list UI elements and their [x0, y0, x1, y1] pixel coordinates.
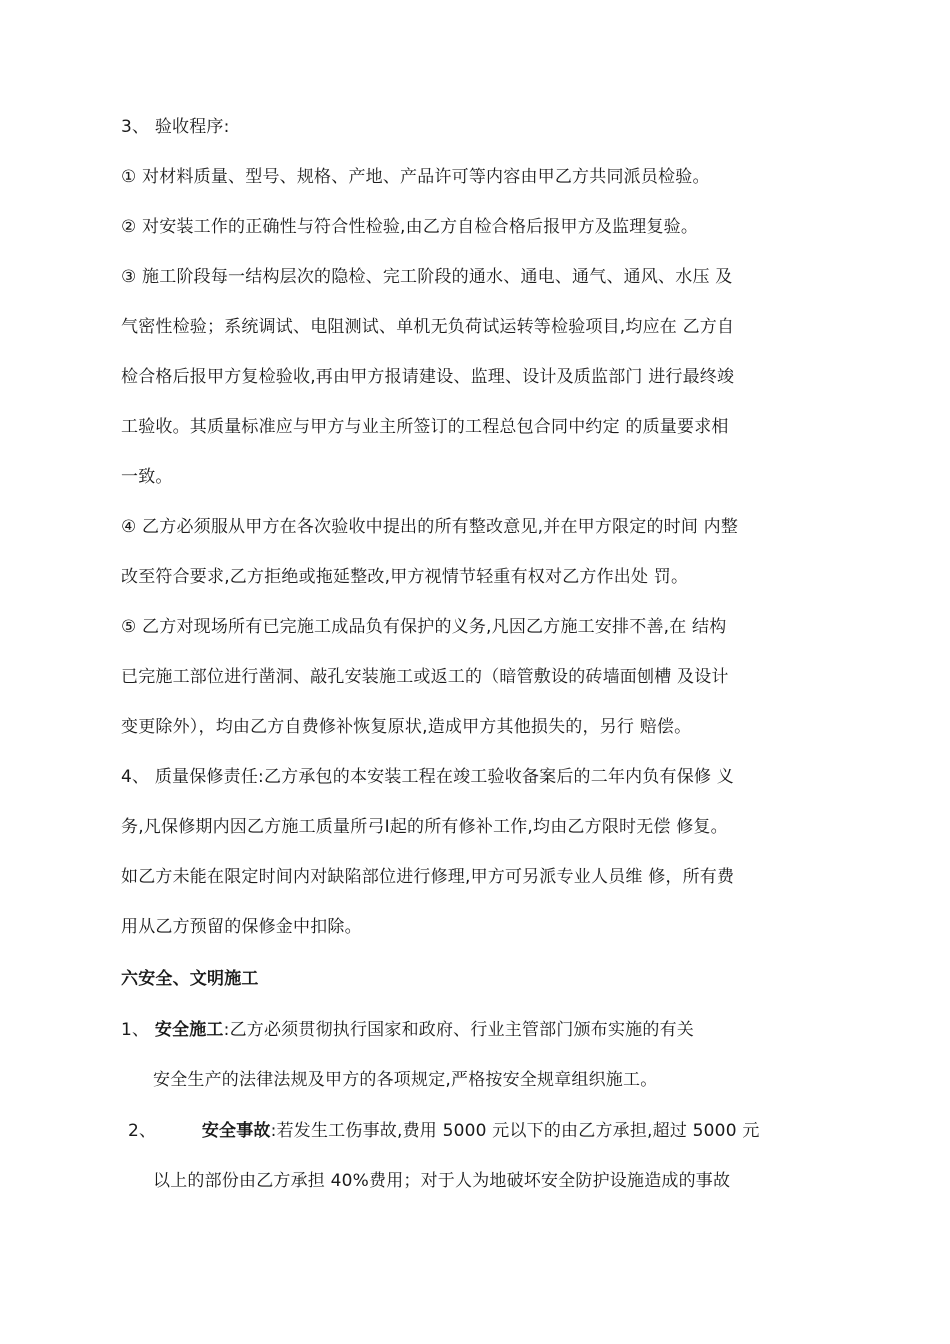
- item-2-label: 安全事故: [201, 1121, 271, 1141]
- line-17: 用从乙方预留的保修金中扣除。: [121, 917, 362, 937]
- line-12: 已完施工部位进行凿洞、敲孔安装施工或返工的（暗管敷设的砖墙面刨槽 及设计: [121, 667, 729, 687]
- line-4: ③ 施工阶段每一结构层次的隐检、完工阶段的通水、通电、通气、通风、水压 及: [121, 267, 733, 287]
- line-13: 变更除外），均由乙方自费修补恢复原状,造成甲方其他损失的，另行 赔偿。: [121, 717, 692, 737]
- line-9: ④ 乙方必须服从甲方在各次验收中提出的所有整改意见,并在甲方限定的时间 内整: [121, 517, 739, 537]
- line-8: 一致。: [121, 467, 173, 487]
- item-1-continuation: 安全生产的法律法规及甲方的各项规定,严格按安全规章组织施工。: [153, 1070, 658, 1090]
- line-15: 务,凡保修期内因乙方施工质量所弓I起的所有修补工作,均由乙方限时无偿 修复。: [121, 817, 728, 837]
- section-heading: 六安全、文明施工: [121, 969, 259, 989]
- line-1: 3、 验收程序:: [121, 117, 230, 137]
- item-1-text: :乙方必须贯彻执行国家和政府、行业主管部门颁布实施的有关: [223, 1020, 694, 1040]
- item-1-number: 1、: [121, 1020, 150, 1040]
- item-2-text: :若发生工伤事故,费用 5000 元以下的由乙方承担,超过 5000 元: [270, 1121, 760, 1141]
- line-3: ② 对安装工作的正确性与符合性检验,由乙方自检合格后报甲方及监理复验。: [121, 217, 699, 237]
- line-5: 气密性检验；系统调试、电阻测试、单机无负荷试运转等检验项目,均应在 乙方自: [121, 317, 735, 337]
- item-1: [121, 1019, 694, 1041]
- line-11: ⑤ 乙方对现场所有已完施工成品负有保护的义务,凡因乙方施工安排不善,在 结构: [121, 617, 727, 637]
- line-6: 检合格后报甲方复检验收,再由甲方报请建设、监理、设计及质监部门 进行最终竣: [121, 367, 735, 387]
- item-1-label: 安全施工: [154, 1020, 224, 1040]
- line-10: 改至符合要求,乙方拒绝或拖延整改,甲方视情节轻重有权对乙方作出处 罚。: [121, 567, 689, 587]
- line-14: 4、 质量保修责任:乙方承包的本安装工程在竣工验收备案后的二年内负有保修 义: [121, 767, 734, 787]
- item-2-continuation: 以上的部份由乙方承担 40%费用；对于人为地破坏安全防护设施造成的事故: [153, 1171, 731, 1191]
- item-2: [128, 1120, 760, 1142]
- item-2-number: 2、: [128, 1121, 157, 1141]
- line-2: ① 对材料质量、型号、规格、产地、产品许可等内容由甲乙方共同派员检验。: [121, 167, 710, 187]
- line-7: 工验收。其质量标准应与甲方与业主所签订的工程总包合同中约定 的质量要求相: [121, 417, 729, 437]
- line-16: 如乙方未能在限定时间内对缺陷部位进行修理,甲方可另派专业人员维 修，所有费: [121, 867, 735, 887]
